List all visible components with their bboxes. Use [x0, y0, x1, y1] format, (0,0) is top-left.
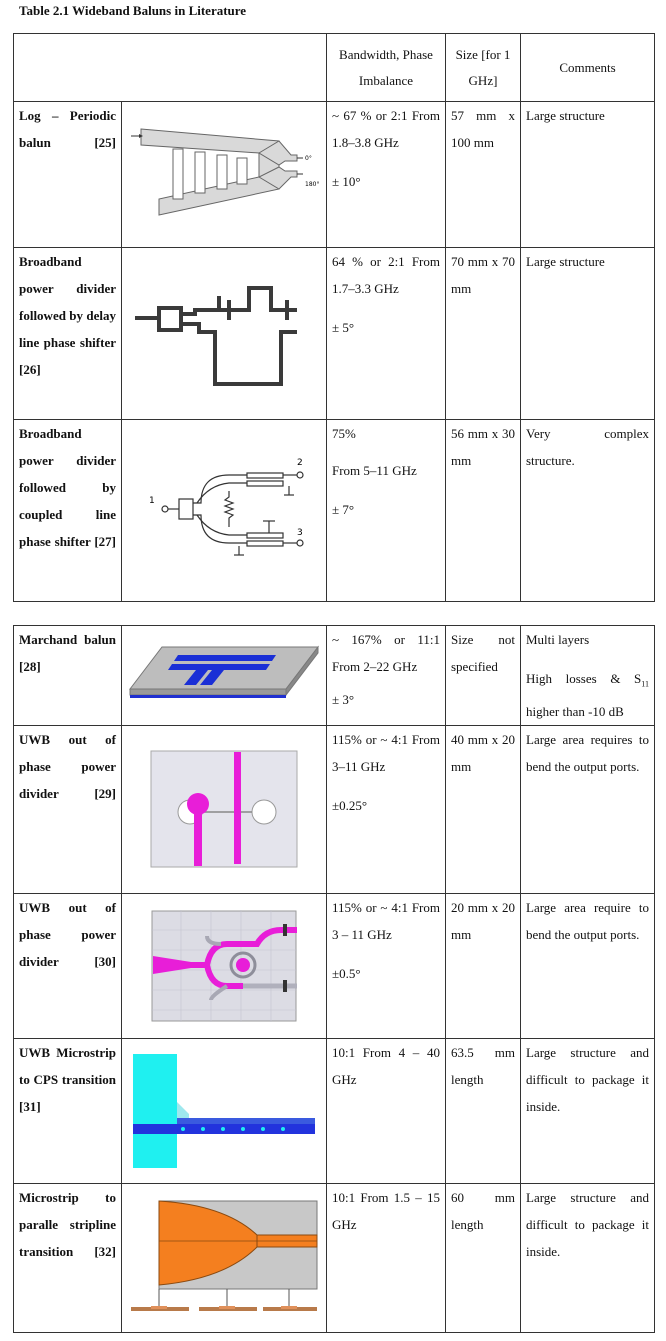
comments-line-2 — [526, 665, 649, 725]
header-blank-cell — [14, 34, 327, 102]
comments-cell: Large structure — [521, 102, 655, 248]
balun-name: Log – Periodic balun [25] — [14, 102, 122, 248]
figure-cell — [122, 893, 327, 1038]
figure-cell — [122, 1183, 327, 1332]
figure-cell — [122, 102, 327, 248]
header-size: Size [for 1 GHz] — [446, 34, 521, 102]
microstrip-stripline-diagram — [129, 1197, 319, 1319]
comments-cell: Large structure and difficult to package it inside. — [521, 1183, 655, 1332]
fig-port-1: 1 — [149, 495, 155, 506]
bandwidth-cell: 10:1 From 4 – 40 GHz — [327, 1038, 446, 1183]
bandwidth-value: ~ 167% or 11:1 From 2–22 GHz — [332, 632, 440, 674]
log-periodic-balun-diagram — [129, 115, 319, 235]
bandwidth-value: ~ 67 % or 2:1 From 1.8–3.8 GHz — [332, 108, 440, 150]
figure-cell — [122, 248, 327, 420]
comments-cell: Large structure and difficult to package it inside. — [521, 1038, 655, 1183]
table-row — [14, 1038, 655, 1183]
fig-label-180deg: 180° — [305, 180, 319, 188]
size-cell: 63.5 mm length — [446, 1038, 521, 1183]
comments-cell: Large area require to bend the output ports. — [521, 893, 655, 1038]
table-row — [14, 725, 655, 893]
comments-cell: Large structure — [521, 248, 655, 420]
coupled-line-divider-diagram — [129, 451, 319, 571]
phase-imbalance: ± 5° — [332, 320, 355, 335]
size-cell: 56 mm x 30 mm — [446, 420, 521, 602]
bandwidth-range: From 5–11 GHz — [332, 463, 417, 478]
bandwidth-cell — [327, 248, 446, 420]
bandwidth-value: 75% — [332, 426, 356, 441]
comments-line-1: Multi layers — [526, 632, 590, 647]
balun-name: UWB out of phase power divider [30] — [14, 893, 122, 1038]
microstrip-cps-diagram — [129, 1052, 319, 1170]
size-cell: 40 mm x 20 mm — [446, 725, 521, 893]
phase-imbalance: ±0.25° — [332, 797, 368, 813]
comments-cell: Large area requires to bend the output ports. — [521, 725, 655, 893]
figure-cell — [122, 420, 327, 602]
table-row — [14, 102, 655, 248]
table-row — [14, 420, 655, 602]
header-comments: Comments — [521, 34, 655, 102]
phase-imbalance: ± 3° — [332, 692, 355, 707]
table-row — [14, 893, 655, 1038]
figure-cell — [122, 626, 327, 726]
bandwidth-cell: 10:1 From 1.5 – 15 GHz — [327, 1183, 446, 1332]
bandwidth-value: 115% or ~ 4:1 From 3 – 11 GHz — [332, 899, 440, 942]
table-row — [14, 1183, 655, 1332]
fig-label-0deg: 0° — [305, 154, 312, 162]
fig-port-3: 3 — [297, 527, 303, 538]
bandwidth-cell — [327, 893, 446, 1038]
size-cell: 57 mm x 100 mm — [446, 102, 521, 248]
figure-cell — [122, 725, 327, 893]
header-bandwidth: Bandwidth, Phase Imbalance — [327, 34, 446, 102]
fig-port-2: 2 — [297, 457, 303, 468]
table-row — [14, 248, 655, 420]
phase-imbalance: ± 10° — [332, 174, 361, 189]
balun-name: Broadband power divider followed by coupled line phase shifter [27] — [14, 420, 122, 602]
comments-cell — [521, 626, 655, 726]
bandwidth-cell — [327, 725, 446, 893]
comments-tail: higher than -10 dB — [526, 703, 624, 719]
size-cell: Size not specified — [446, 626, 521, 726]
baluns-table-part-2 — [13, 625, 655, 1333]
delay-line-divider-diagram — [129, 274, 319, 394]
balun-name: Microstrip to paralle stripline transition [32] — [14, 1183, 122, 1332]
size-cell: 60 mm length — [446, 1183, 521, 1332]
bandwidth-value: 64 % or 2:1 From 1.7–3.3 GHz — [332, 254, 440, 296]
bandwidth-cell — [327, 102, 446, 248]
phase-imbalance: ±0.5° — [332, 965, 361, 981]
marchand-balun-diagram — [126, 637, 322, 713]
uwb-divider-29-diagram — [150, 750, 298, 868]
figure-cell — [122, 1038, 327, 1183]
header-row — [14, 34, 655, 102]
balun-name: Marchand balun [28] — [14, 626, 122, 726]
bandwidth-cell — [327, 626, 446, 726]
balun-name: UWB Microstrip to CPS transition [31] — [14, 1038, 122, 1183]
comments-cell: Very complex structure. — [521, 420, 655, 602]
table-caption: Table 2.1 Wideband Baluns in Literature — [19, 3, 247, 18]
comments-subscript: 11 — [641, 679, 649, 689]
uwb-divider-30-diagram — [151, 910, 297, 1022]
baluns-table-part-1 — [13, 33, 655, 602]
balun-name: Broadband power divider followed by delay line phase shifter [26] — [14, 248, 122, 420]
balun-name: UWB out of phase power divider [29] — [14, 725, 122, 893]
phase-imbalance: ± 7° — [332, 502, 355, 517]
size-cell: 20 mm x 20 mm — [446, 893, 521, 1038]
comments-s-param: High losses & S — [526, 671, 642, 686]
size-cell: 70 mm x 70 mm — [446, 248, 521, 420]
bandwidth-cell — [327, 420, 446, 602]
table-row — [14, 626, 655, 726]
bandwidth-value: 115% or ~ 4:1 From 3–11 GHz — [332, 731, 440, 774]
